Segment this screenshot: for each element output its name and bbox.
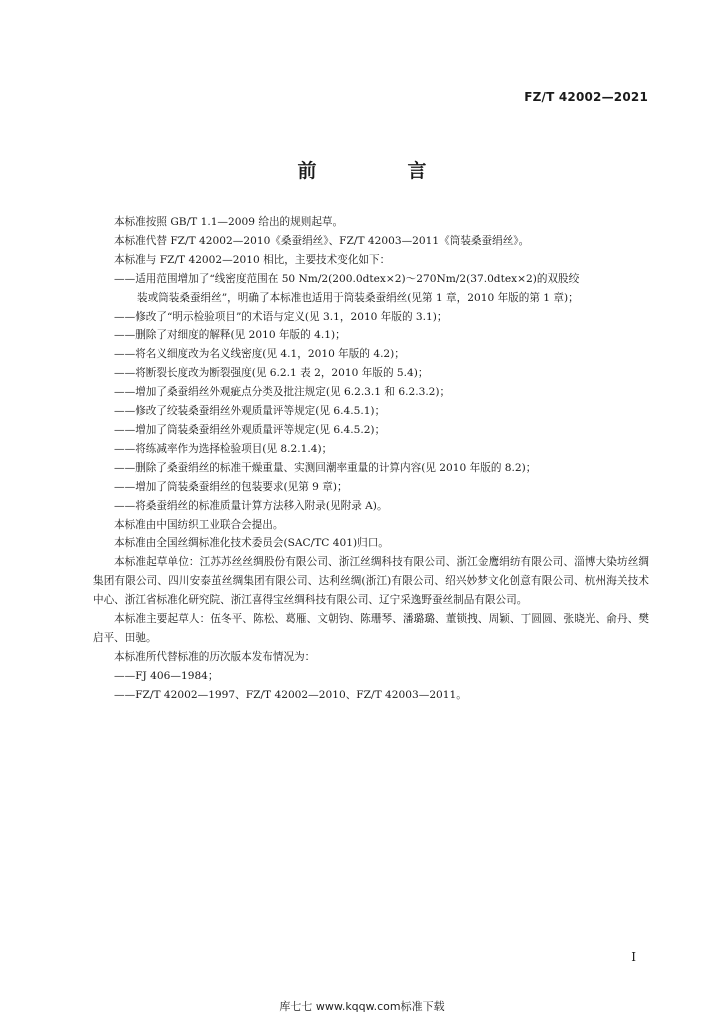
change-item: ——将练减率作为选择检验项目(见 8.2.1.4)； bbox=[114, 442, 333, 455]
body-line: 本标准与 FZ/T 42002—2010 相比，主要技术变化如下： bbox=[114, 253, 391, 266]
body-line: 本标准代替 FZ/T 42002—2010《桑蚕绢丝》、FZ/T 42003—2011《筒装桑蚕绢丝》。 bbox=[114, 234, 530, 247]
change-item: ——将桑蚕绢丝的标准质量计算方法移入附录(见附录 A)。 bbox=[114, 499, 388, 512]
drafters-paragraph: 本标准主要起草人：伍冬平、陈松、葛雁、文朝钧、陈珊琴、潘璐璐、董锁拽、周颖、丁圆圆、张晓光、俞丹、樊启平、田驰。 bbox=[93, 613, 649, 644]
change-item: ——增加了桑蚕绢丝外观疵点分类及批注规定(见 6.2.3.1 和 6.2.3.2)； bbox=[114, 386, 451, 399]
change-item: ——增加了筒装桑蚕绢丝的包装要求(见第 9 章)； bbox=[114, 480, 348, 493]
history-heading: 本标准所代替标准的历次版本发布情况为： bbox=[114, 650, 316, 663]
change-item: ——删除了桑蚕绢丝的标准干燥重量、实测回潮率重量的计算内容(见 2010 年版的 8.2)； bbox=[114, 461, 537, 474]
footer-watermark: 库七七 www.kqqw.com标准下载 bbox=[279, 1000, 445, 1013]
document-body bbox=[93, 213, 649, 705]
history-item: ——FZ/T 42002—1997、FZ/T 42002—2010、FZ/T 42003—2011。 bbox=[114, 688, 467, 701]
change-item: ——将名义细度改为名义线密度(见 4.1，2010 年版的 4.2)； bbox=[114, 348, 405, 361]
change-item: ——适用范围增加了“线密度范围在 50 Nm/2(200.0dtex×2)～270Nm/2(37.0dtex×2)的双股绞 bbox=[114, 272, 580, 285]
change-item: ——修改了绞装桑蚕绢丝外观质量评等规定(见 6.4.5.1)； bbox=[114, 405, 386, 418]
body-line: 本标准按照 GB/T 1.1—2009 给出的规则起草。 bbox=[114, 216, 344, 228]
change-item: ——修改了“明示检验项目”的术语与定义(见 3.1，2010 年版的 3.1)； bbox=[114, 310, 448, 323]
standard-number: FZ/T 42002—2021 bbox=[524, 90, 648, 104]
page-number: I bbox=[631, 950, 636, 964]
body-line: 本标准由中国纺织工业联合会提出。 bbox=[114, 518, 284, 531]
history-item: ——FJ 406—1984； bbox=[114, 669, 219, 682]
change-item: ——增加了筒装桑蚕绢丝外观质量评等规定(见 6.4.5.2)； bbox=[114, 423, 386, 436]
page-title: 前 言 bbox=[297, 160, 463, 182]
change-item: ——删除了对细度的解释(见 2010 年版的 4.1)； bbox=[114, 329, 346, 342]
change-item-continuation: 装或筒装桑蚕绢丝”，明确了本标准也适用于筒装桑蚕绢丝(见第 1 章，2010 年版的第 1 章)； bbox=[137, 291, 579, 304]
change-item: ——将断裂长度改为断裂强度(见 6.2.1 表 2，2010 年版的 5.4)； bbox=[114, 367, 429, 380]
body-line: 本标准由全国丝绸标准化技术委员会(SAC/TC 401)归口。 bbox=[114, 537, 389, 550]
drafting-units-paragraph: 本标准起草单位：江苏苏丝丝绸股份有限公司、浙江丝绸科技有限公司、浙江金鹰绢纺有限公司、淄博大染坊丝绸集团有限公司、四川安泰茧丝绸集团有限公司、达利丝绸(浙江)有限公司、绍兴妙梦文化创意有限公司、杭州海关技术中心、浙江省标准化研究院、浙江喜得宝丝绸科技有限公司、辽宁采逸野蚕丝制品有限公司。 bbox=[93, 556, 649, 607]
